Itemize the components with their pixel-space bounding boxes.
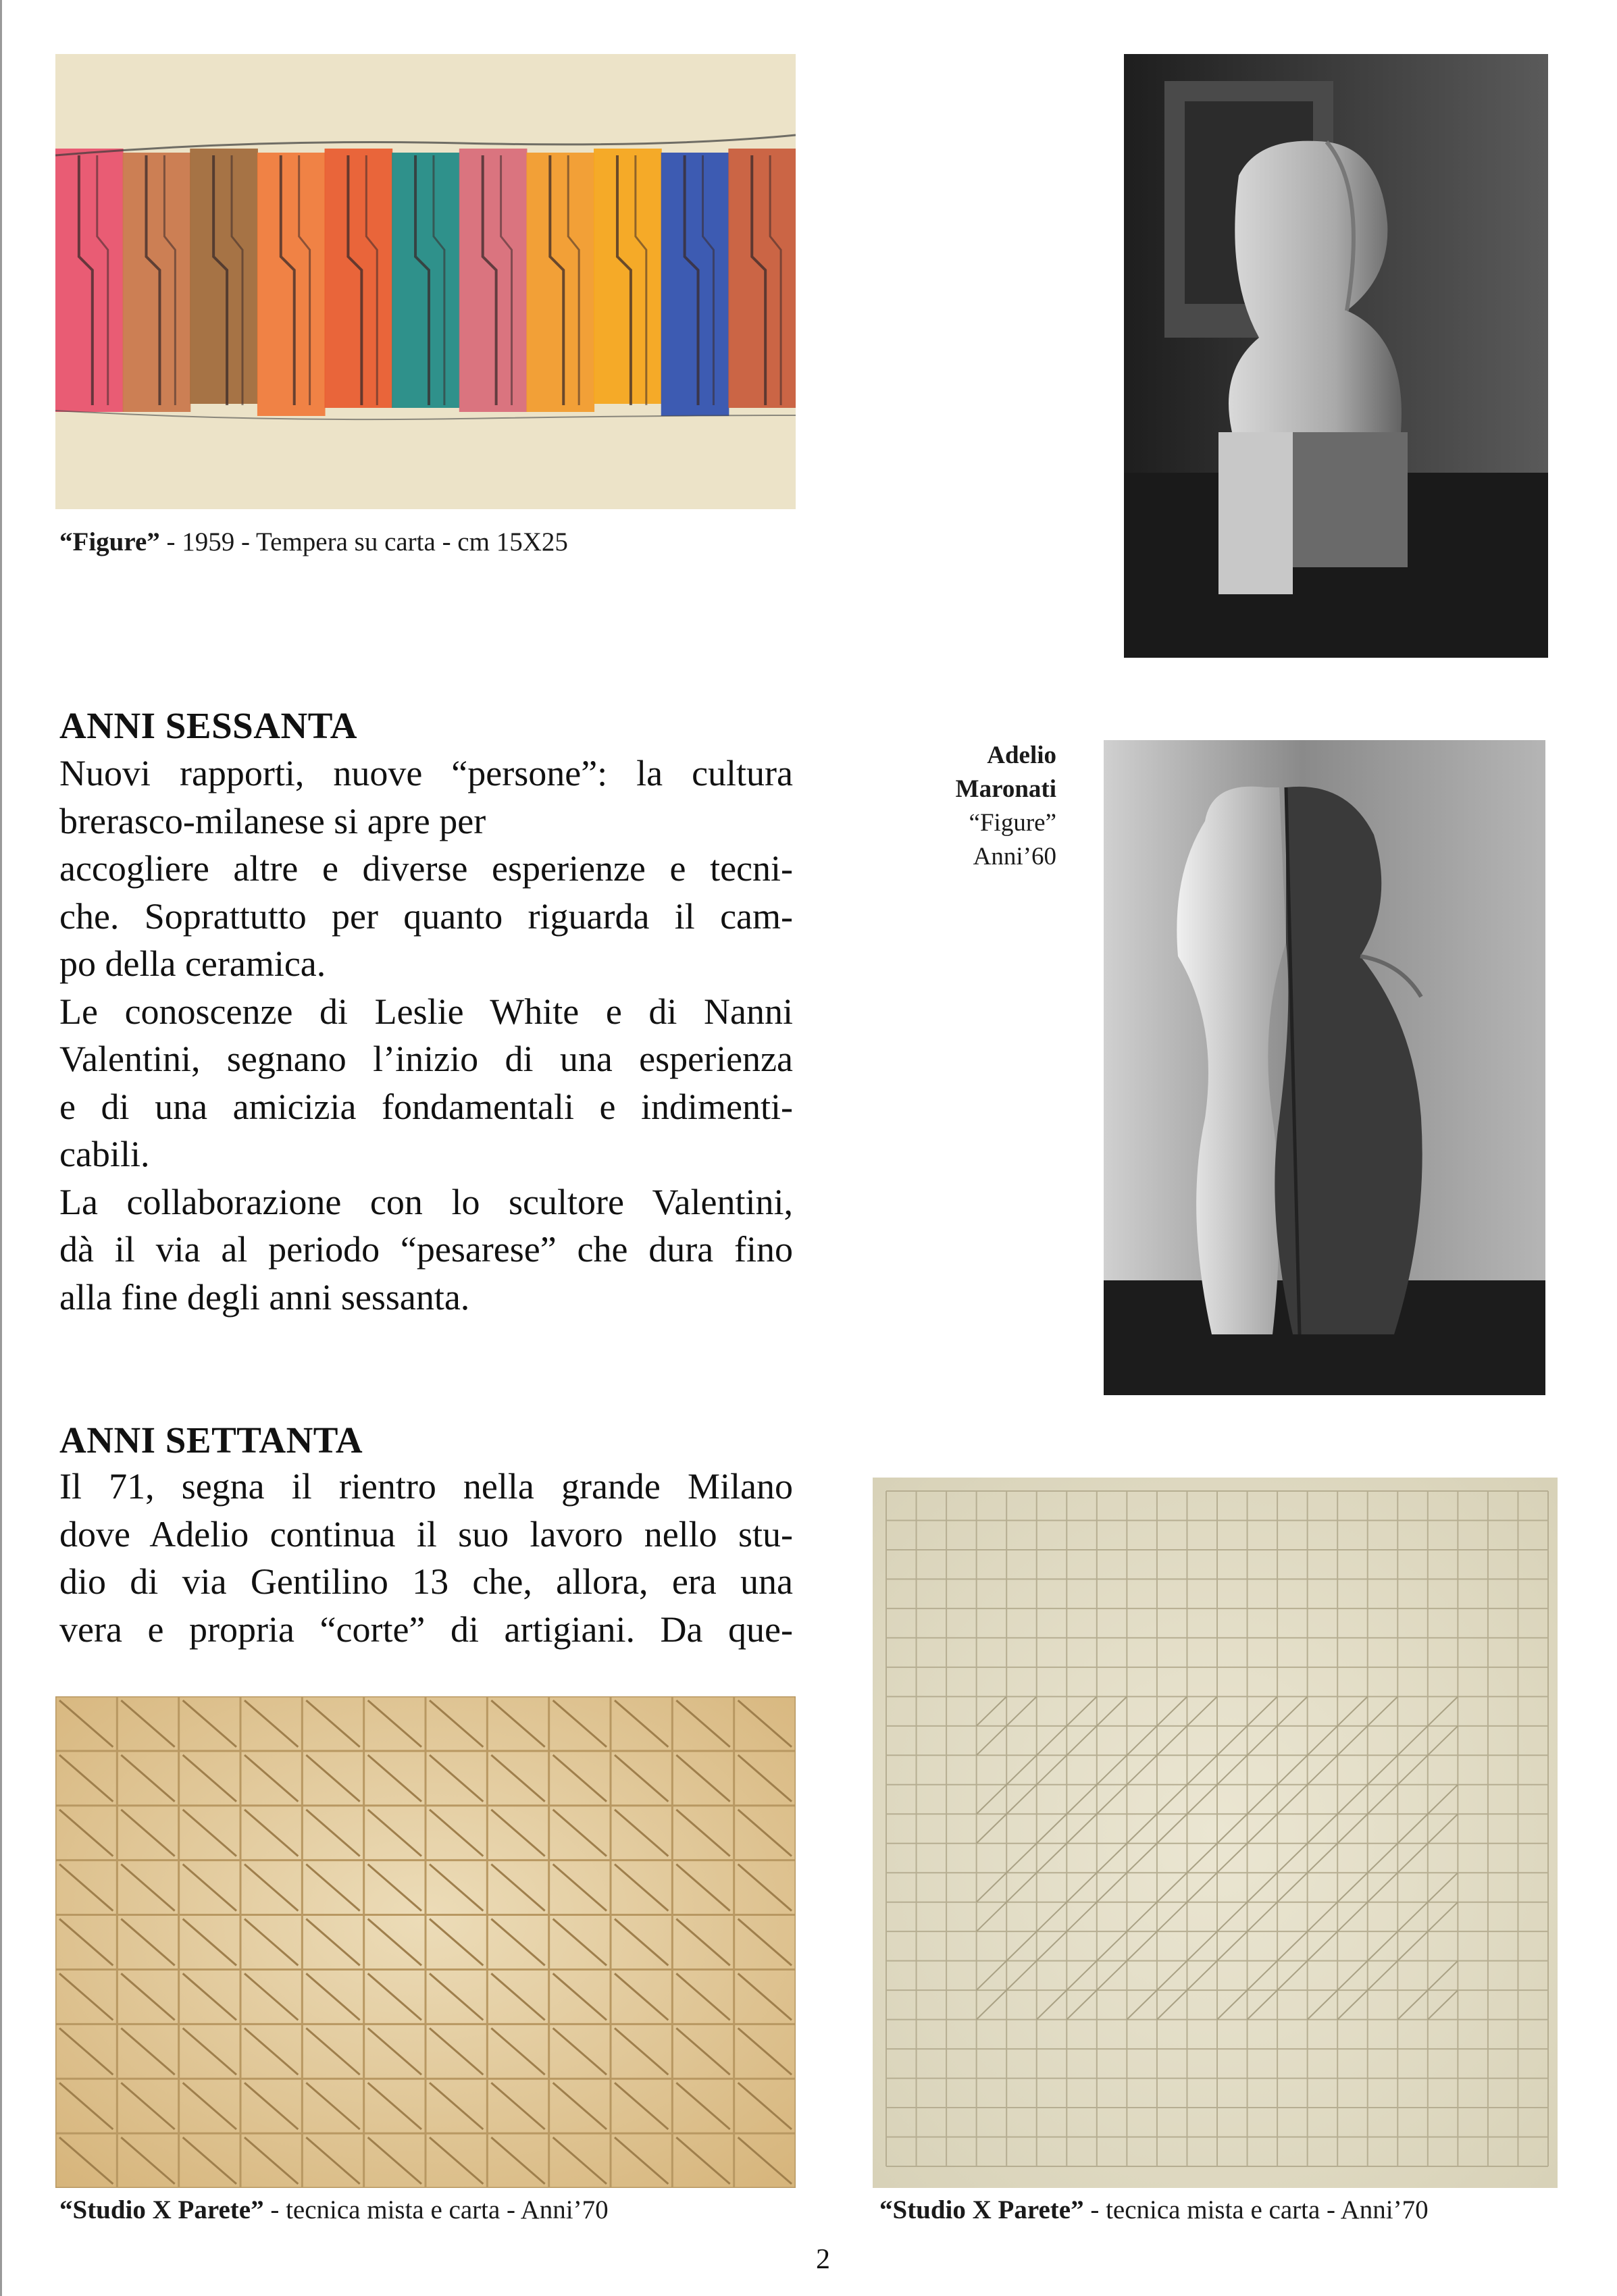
tempera-caption-details: - 1959 - Tempera su carta - cm 15X25 bbox=[159, 527, 568, 556]
text-line: Valentini, segnano l’inizio di una esperienza bbox=[59, 1039, 793, 1079]
text-line: Nuovi rapporti, nuove “persone”: la cultura bbox=[59, 753, 793, 793]
sculpture-side-caption bbox=[865, 739, 1056, 874]
page-edge-rule bbox=[0, 0, 2, 2296]
grid-artwork-left-image bbox=[55, 1696, 796, 2188]
text-line: che. Soprattutto per quanto riguarda il cam- bbox=[59, 895, 793, 937]
artwork-date: Anni’60 bbox=[973, 843, 1056, 870]
grid-left-caption bbox=[59, 2195, 609, 2226]
artist-last-name: Maronati bbox=[955, 775, 1056, 803]
text-line: dà il via al periodo “pesarese” che dura fino bbox=[59, 1229, 793, 1270]
text-line: brerasco-milanese si apre per bbox=[59, 800, 486, 841]
text-line: e di una amicizia fondamentali e indimenti- bbox=[59, 1086, 793, 1127]
section-body-settanta bbox=[59, 1463, 793, 1653]
grid-left-caption-title: “Studio X Parete” bbox=[59, 2195, 264, 2224]
section-heading-sessanta: ANNI SESSANTA bbox=[59, 705, 358, 746]
artist-first-name: Adelio bbox=[987, 741, 1056, 769]
text-line: po della ceramica. bbox=[59, 943, 326, 984]
page-number: 2 bbox=[816, 2244, 830, 2275]
sculpture-photo-top bbox=[1124, 54, 1548, 658]
section-heading-settanta: ANNI SETTANTA bbox=[59, 1419, 363, 1461]
text-line: La collaborazione con lo scultore Valentini, bbox=[59, 1181, 793, 1222]
tempera-caption bbox=[59, 527, 568, 558]
text-line: dove Adelio continua il suo lavoro nello stu- bbox=[59, 1513, 793, 1555]
sculpture-photo-middle bbox=[1104, 740, 1545, 1395]
section-body-sessanta bbox=[59, 750, 793, 1321]
text-line: cabili. bbox=[59, 1134, 150, 1174]
artwork-title: “Figure” bbox=[969, 809, 1056, 837]
grid-right-caption-details: - tecnica mista e carta - Anni’70 bbox=[1083, 2195, 1429, 2224]
grid-right-caption bbox=[879, 2195, 1429, 2226]
tempera-painting-image bbox=[55, 54, 796, 509]
text-line: vera e propria “corte” di artigiani. Da que- bbox=[59, 1609, 793, 1650]
text-line: accogliere altre e diverse esperienze e tecni- bbox=[59, 848, 793, 889]
text-line: Le conoscenze di Leslie White e di Nanni bbox=[59, 991, 793, 1032]
text-line: Il 71, segna il rientro nella grande Milano bbox=[59, 1466, 793, 1507]
grid-left-caption-details: - tecnica mista e carta - Anni’70 bbox=[263, 2195, 609, 2224]
grid-artwork-right-image bbox=[873, 1478, 1558, 2188]
text-line: alla fine degli anni sessanta. bbox=[59, 1276, 470, 1317]
tempera-caption-title: “Figure” bbox=[59, 527, 160, 556]
grid-right-caption-title: “Studio X Parete” bbox=[879, 2195, 1084, 2224]
text-line: dio di via Gentilino 13 che, allora, era una bbox=[59, 1561, 793, 1602]
